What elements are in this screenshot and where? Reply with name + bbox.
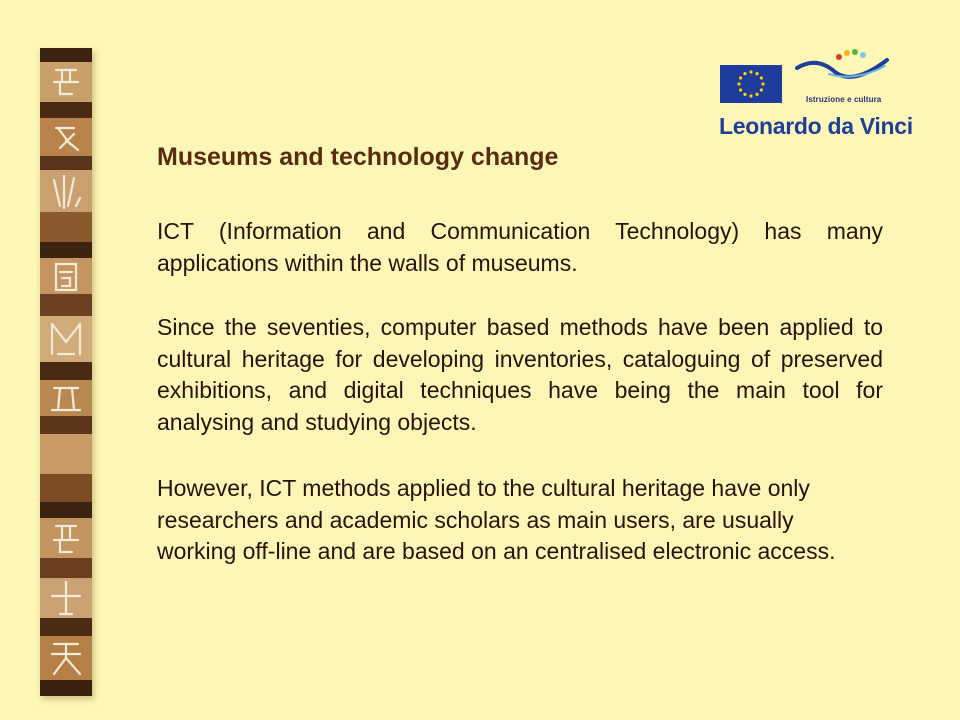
program-tagline: Istruzione e cultura: [806, 95, 882, 104]
body-paragraph: ICT (Information and Communication Technology) has many applications within the walls of museums.: [157, 218, 883, 276]
slide-title: Museums and technology change: [157, 143, 559, 171]
leonardo-swoosh-icon: [795, 46, 890, 86]
body-paragraph: However, ICT methods applied to the cultural heritage have only researchers and academic scholars as main users, are usually working off-line and are based on an centralised electronic access.: [157, 475, 836, 564]
decorative-pattern-strip: [40, 48, 92, 696]
body-paragraph: Since the seventies, computer based methods have been applied to cultural heritage for developing inventories, cataloguing of preserved exhibitions, and digital techniques have being the main tool for analysing and studying objects.: [157, 314, 883, 435]
program-logo-name: Leonardo da Vinci: [719, 113, 913, 139]
eu-flag-icon: [720, 65, 782, 103]
